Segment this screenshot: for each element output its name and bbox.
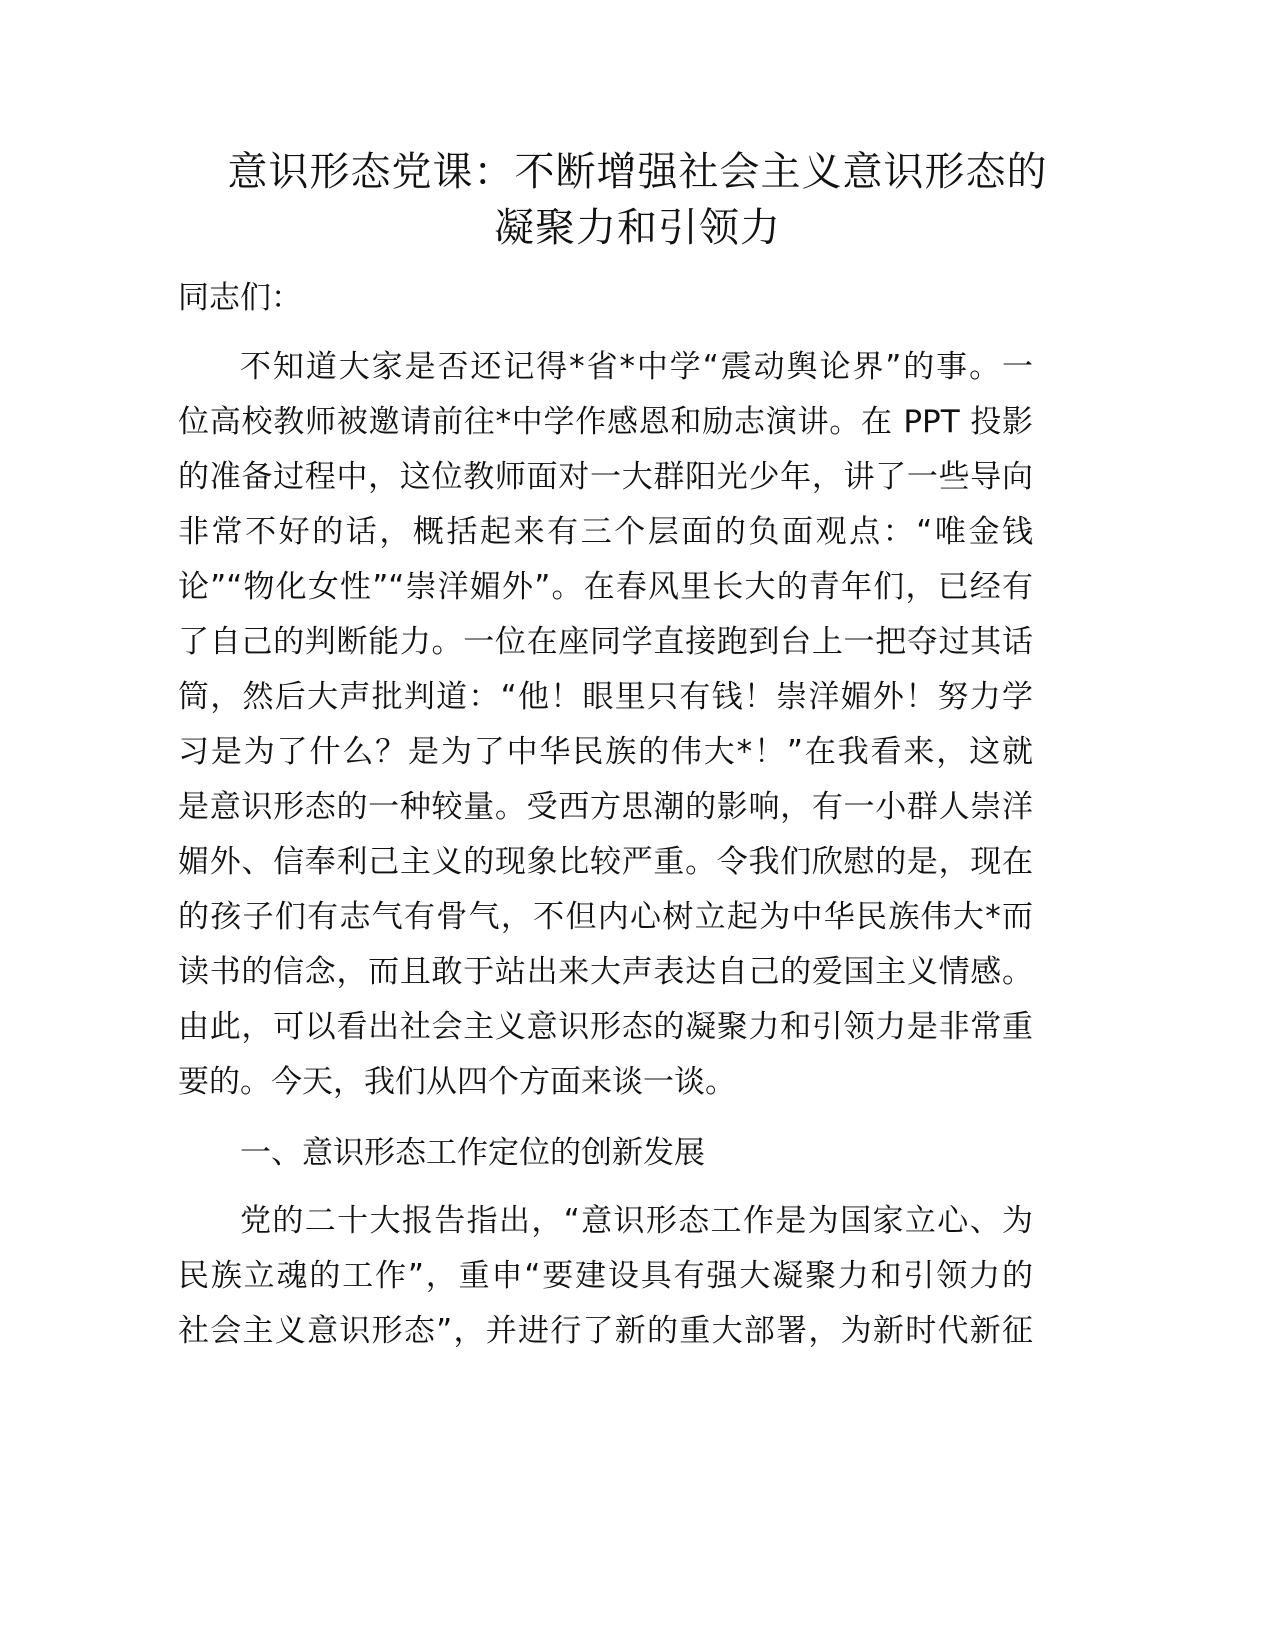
paragraph-line: 了自己的判断能力。一位在座同学直接跑到台上一把夺过其话 [178,624,1033,660]
paragraph-line: 位高校教师被邀请前往*中学作感恩和励志演讲。在 PPT 投影 [178,404,1033,440]
document-title-line-2: 凝聚力和引领力 [494,205,781,251]
paragraph-line: 的准备过程中，这位教师面对一大群阳光少年，讲了一些导向 [178,459,1033,495]
paragraph-line: 民族立魂的工作”，重申“要建设具有强大凝聚力和引领力的 [178,1258,1033,1294]
paragraph-line: 是意识形态的一种较量。受西方思潮的影响，有一小群人崇洋 [178,789,1033,825]
paragraph-line: 的孩子们有志气有骨气，不但内心树立起为中华民族伟大*而 [178,899,1033,935]
salutation: 同志们： [178,280,302,316]
paragraph-line: 要的。今天，我们从四个方面来谈一谈。 [178,1064,736,1100]
paragraph-line: 筒，然后大声批判道：“他！眼里只有钱！崇洋媚外！努力学 [178,679,1033,715]
paragraph-line: 非常不好的话，概括起来有三个层面的负面观点：“唯金钱 [178,514,1033,550]
paragraph-line: 党的二十大报告指出，“意识形态工作是为国家立心、为 [240,1203,1033,1239]
document-title-line-1: 意识形态党课：不断增强社会主义意识形态的 [227,149,1048,195]
paragraph-line: 论”“物化女性”“崇洋媚外”。在春风里长大的青年们，已经有 [178,569,1033,605]
paragraph-line: 读书的信念，而且敢于站出来大声表达自己的爱国主义情感。 [178,954,1033,990]
paragraph-line: 不知道大家是否还记得*省*中学“震动舆论界”的事。一 [240,349,1033,385]
paragraph-line: 社会主义意识形态”，并进行了新的重大部署，为新时代新征 [178,1313,1033,1349]
paragraph-line: 媚外、信奉利己主义的现象比较严重。令我们欣慰的是，现在 [178,844,1033,880]
section-heading-1: 一、意识形态工作定位的创新发展 [240,1135,705,1171]
paragraph-line: 由此，可以看出社会主义意识形态的凝聚力和引领力是非常重 [178,1009,1033,1045]
paragraph-line: 习是为了什么？是为了中华民族的伟大*！”在我看来，这就 [178,734,1033,770]
